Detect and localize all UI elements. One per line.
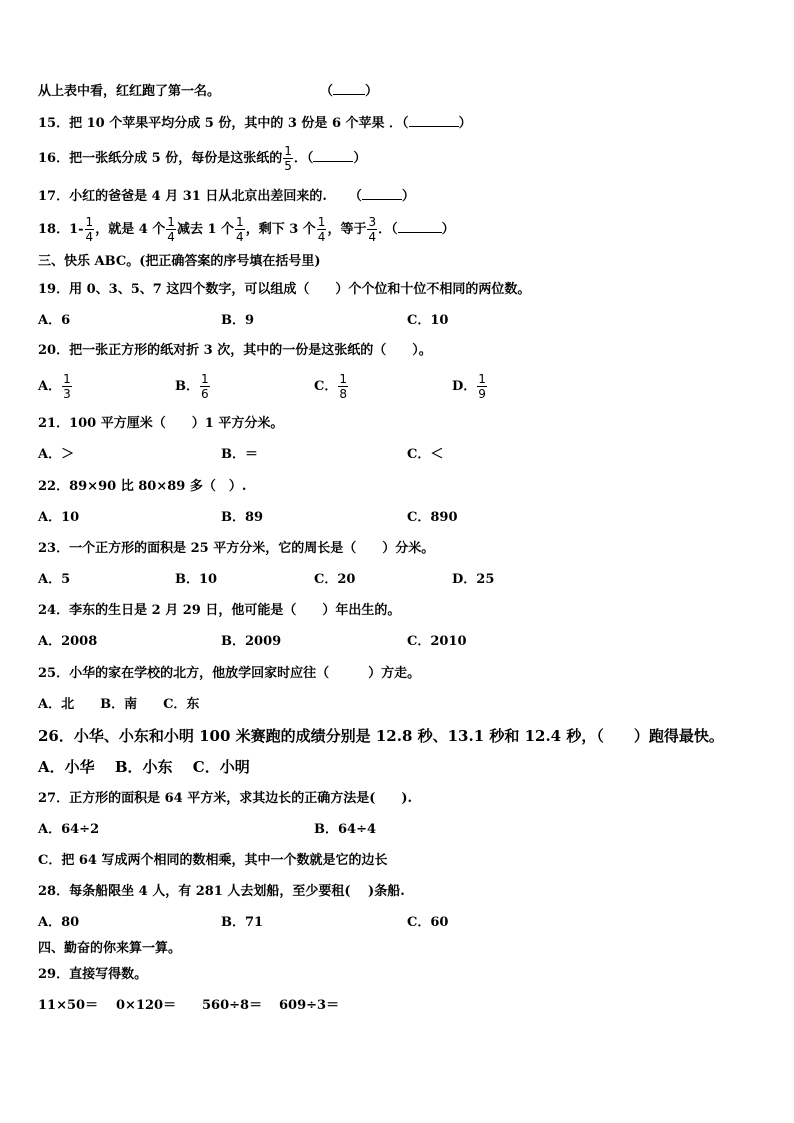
question-18-line: 18．1- $\frac{1}{4}$ ，就是 4 个 $\frac{1}{4}$ 减去 1 个 $\frac{1}{4}$ ，剩下 3 个 $\frac{1}{4}$ ，等于 $\frac{3}{4}$ ．（ ） — [38, 215, 455, 244]
answer-blank[interactable] — [398, 220, 442, 233]
fraction: $\frac{1}{4}$ — [317, 215, 326, 244]
question-17-text: 17．小红的爸爸是 4 月 31 日从北京出差回来的. — [38, 189, 327, 204]
option-a[interactable]: A． $\frac{1}{3}$ — [38, 372, 71, 401]
option-b[interactable]: B．9 — [221, 313, 255, 328]
answer-blank[interactable] — [313, 149, 353, 162]
fraction: $\frac{1}{5}$ — [284, 144, 292, 173]
option-a[interactable]: A．6 — [38, 313, 71, 328]
option-c[interactable]: C．10 — [407, 313, 449, 328]
expression-2: 0×120＝ — [116, 998, 177, 1013]
option-a[interactable]: A．5 — [38, 572, 71, 587]
option-c[interactable]: C．＜ — [407, 447, 444, 462]
paren-close: ） — [458, 116, 472, 131]
option-b[interactable]: B． $\frac{1}{6}$ — [175, 372, 209, 401]
option-c[interactable]: C．把 64 写成两个相同的数相乘，其中一个数就是它的边长 — [38, 853, 388, 868]
option-b[interactable]: B．2009 — [221, 634, 282, 649]
paren-close: ） — [365, 84, 379, 99]
option-d[interactable]: D． $\frac{1}{9}$ — [452, 372, 486, 401]
question-27-text: 27．正方形的面积是 64 平方米，求其边长的正确方法是( ). — [38, 791, 413, 806]
question-19-text: 19．用 0、3、5、7 这四个数字，可以组成（ ）个个位和十位不相同的两位数。 — [38, 282, 531, 297]
option-b[interactable]: B．71 — [221, 915, 264, 930]
section-3-heading: 三、快乐 ABC。(把正确答案的序号填在括号里) — [38, 254, 321, 269]
question-21-text: 21．100 平方厘米（ ）1 平方分米。 — [38, 416, 284, 431]
question-16-line: 16．把一张纸分成 5 份，每份是这张纸的 $\frac{1}{5}$ ．（ ） — [38, 144, 367, 173]
answer-blank[interactable] — [409, 114, 459, 127]
option-b[interactable]: B．＝ — [221, 447, 258, 462]
answer-blank[interactable] — [333, 82, 365, 95]
fraction: $\frac{1}{4}$ — [236, 215, 244, 244]
option-a[interactable]: A．2008 — [38, 634, 98, 649]
option-a[interactable]: A．64÷2 — [38, 822, 100, 837]
option-c[interactable]: C．890 — [407, 510, 458, 525]
option-a[interactable]: A．＞ — [38, 447, 75, 462]
question-15-line — [38, 114, 774, 133]
answer-blank[interactable] — [362, 187, 402, 200]
fraction: $\frac{3}{4}$ — [368, 215, 377, 244]
question-17-line: 17．小红的爸爸是 4 月 31 日从北京出差回来的. （ ） — [38, 189, 415, 204]
options-row[interactable]: A．小华 B．小东 C．小明 — [38, 758, 250, 776]
question-29-text: 29．直接写得数。 — [38, 967, 148, 982]
option-b[interactable]: B．64÷4 — [314, 822, 377, 837]
question-18-text: 18．1- — [38, 222, 84, 237]
option-c[interactable]: C． $\frac{1}{8}$ — [314, 372, 347, 401]
expression-3: 560÷8＝ — [202, 998, 263, 1013]
question-16-text: 16．把一张纸分成 5 份，每份是这张纸的 — [38, 151, 283, 166]
section-4-heading: 四、勤奋的你来算一算。 — [38, 941, 182, 956]
option-a[interactable]: A．80 — [38, 915, 80, 930]
question-14-text: 从上表中看，红红跑了第一名。 — [38, 84, 221, 99]
option-a[interactable]: A．10 — [38, 510, 80, 525]
question-22-text: 22．89×90 比 80×89 多（ ）. — [38, 479, 247, 494]
question-25-text: 25．小华的家在学校的北方，他放学回家时应往（ ）方走。 — [38, 666, 421, 681]
question-23-text: 23．一个正方形的面积是 25 平方分米，它的周长是（ ）分米。 — [38, 541, 435, 556]
fraction: $\frac{1}{4}$ — [85, 215, 94, 244]
option-b[interactable]: B．10 — [175, 572, 218, 587]
question-20-text: 20．把一张正方形的纸对折 3 次，其中的一份是这张纸的（ ）。 — [38, 343, 432, 358]
option-c[interactable]: C．60 — [407, 915, 449, 930]
fraction: $\frac{1}{4}$ — [167, 215, 175, 244]
expression-1: 11×50＝ — [38, 998, 99, 1013]
option-d[interactable]: D．25 — [452, 572, 495, 587]
question-24-text: 24．李东的生日是 2 月 29 日，他可能是（ ）年出生的。 — [38, 603, 401, 618]
option-b[interactable]: B．89 — [221, 510, 264, 525]
question-14-line — [38, 82, 774, 101]
options-row[interactable]: A．北 B．南 C．东 — [38, 697, 200, 712]
paren-open: （ — [320, 84, 334, 99]
option-c[interactable]: C．2010 — [407, 634, 467, 649]
question-28-text: 28．每条船限坐 4 人，有 281 人去划船，至少要租( )条船. — [38, 884, 405, 899]
option-c[interactable]: C．20 — [314, 572, 356, 587]
expression-4: 609÷3＝ — [279, 998, 340, 1013]
question-26-text: 26．小华、小东和小明 100 米赛跑的成绩分别是 12.8 秒、13.1 秒和 12.4 秒，（ ）跑得最快。 — [38, 727, 724, 745]
question-15-text: 15．把 10 个苹果平均分成 5 份，其中的 3 份是 6 个苹果 ．（ — [38, 116, 409, 131]
